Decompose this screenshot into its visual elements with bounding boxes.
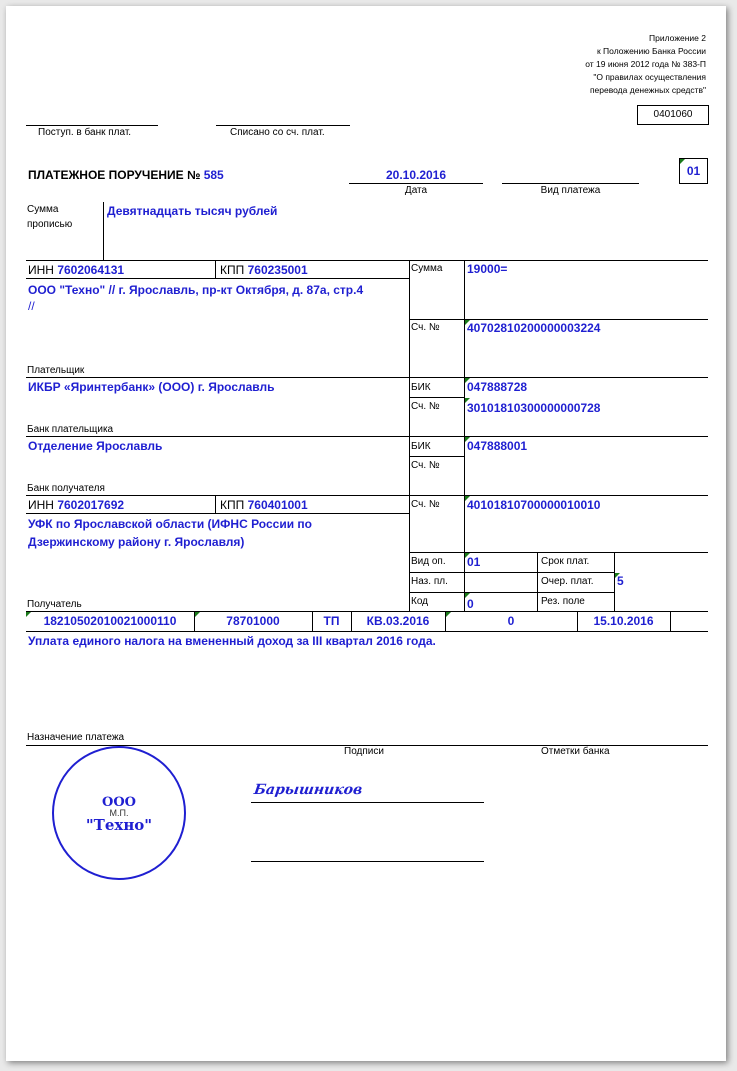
appendix-line: Приложение 2 xyxy=(649,33,706,43)
signature-line xyxy=(251,861,484,862)
divider xyxy=(26,436,708,437)
payer-inn: 7602064131 xyxy=(57,263,125,277)
divider xyxy=(409,572,614,573)
divider xyxy=(26,377,708,378)
divider xyxy=(26,513,409,514)
payer-inn-field xyxy=(28,263,124,277)
appendix-line: от 19 июня 2012 года № 383-П xyxy=(585,59,706,69)
payer-bank-label: Банк плательщика xyxy=(27,424,114,435)
recipient-inn: 7602017692 xyxy=(57,498,125,512)
form-code: 0401060 xyxy=(653,109,693,120)
divider xyxy=(26,260,708,261)
divider xyxy=(215,260,216,278)
payer-kpp: 760235001 xyxy=(247,263,308,277)
document-title xyxy=(28,168,224,182)
recipient-bank-acc-label: Сч. № xyxy=(411,460,440,471)
payer-name-2: // xyxy=(28,299,35,313)
stamp-line-2: "Техно" xyxy=(85,816,153,834)
payer-account-label: Сч. № xyxy=(411,322,440,333)
signature-line xyxy=(251,802,484,803)
received-label: Поступ. в банк плат. xyxy=(38,127,132,138)
vid-op-value: 01 xyxy=(467,555,481,569)
divider xyxy=(409,552,708,553)
vid-op-label: Вид оп. xyxy=(411,556,446,567)
divider xyxy=(537,552,538,611)
divider xyxy=(26,495,708,496)
recipient-name-2: Дзержинскому району г. Ярославля) xyxy=(28,535,245,549)
payment-purpose: Уплата единого налога на вмененный доход за III квартал 2016 года. xyxy=(28,634,436,648)
debited-label: Списано со сч. плат. xyxy=(230,127,325,138)
payment-type-line xyxy=(502,183,639,184)
payer-bik-label: БИК xyxy=(411,382,431,393)
recipient-kpp-label: КПП xyxy=(220,498,245,512)
sum-value: 19000= xyxy=(467,262,508,276)
divider xyxy=(26,611,708,612)
title-label: ПЛАТЕЖНОЕ ПОРУЧЕНИЕ № xyxy=(28,168,201,182)
divider xyxy=(670,611,671,631)
ocher-label: Очер. плат. xyxy=(541,576,594,587)
naz-pl-label: Наз. пл. xyxy=(411,576,448,587)
divider xyxy=(409,592,614,593)
payer-bank-acc-label: Сч. № xyxy=(411,401,440,412)
kod-value: 0 xyxy=(467,597,474,611)
divider xyxy=(409,319,708,320)
stamp-mp: М.П. xyxy=(109,808,129,818)
payment-type-label: Вид платежа xyxy=(540,185,601,196)
divider xyxy=(409,260,410,611)
recipient-label: Получатель xyxy=(27,599,82,610)
payer-kpp-label: КПП xyxy=(220,263,245,277)
recipient-bik: 047888001 xyxy=(467,439,528,453)
bank-marks-label: Отметки банка xyxy=(541,746,610,757)
recipient-acc-label: Сч. № xyxy=(411,499,440,510)
amount-words-label-1: Сумма xyxy=(27,204,59,215)
purpose-label: Назначение платежа xyxy=(27,732,125,743)
appendix-line: "О правилах осуществления xyxy=(593,72,706,82)
recipient-account: 40101810700000010010 xyxy=(467,498,601,512)
payer-name-1: ООО "Техно" // г. Ярославль, пр-кт Октября, д. 87а, стр.4 xyxy=(28,283,364,297)
divider xyxy=(409,456,464,457)
oktmo: 78701000 xyxy=(226,614,280,628)
company-stamp xyxy=(52,746,186,880)
kbk: 18210502010021000110 xyxy=(43,614,177,628)
status-box xyxy=(679,158,708,184)
payer-inn-label: ИНН xyxy=(28,263,54,277)
payment-basis: ТП xyxy=(323,614,340,628)
amount-words-label-2: прописью xyxy=(27,219,73,230)
srok-label: Срок плат. xyxy=(541,556,590,567)
recipient-name-1: УФК по Ярославской области (ИФНС России по xyxy=(28,517,312,531)
kod-label: Код xyxy=(411,596,429,607)
stamp-line-1: ООО xyxy=(102,795,136,810)
recipient-bank-label: Банк получателя xyxy=(27,483,105,494)
debited-line xyxy=(216,125,350,126)
divider xyxy=(409,397,464,398)
recipient-bank-name: Отделение Ярославль xyxy=(28,439,163,453)
payment-order-page xyxy=(6,6,726,1061)
divider xyxy=(215,495,216,513)
payer-bank-acc: 30101810300000000728 xyxy=(467,401,601,415)
signatures-label: Подписи xyxy=(344,746,384,757)
divider xyxy=(26,631,708,632)
appendix-note xyxy=(585,32,706,97)
recipient-bik-label: БИК xyxy=(411,441,431,452)
order-date: 20.10.2016 xyxy=(385,168,447,182)
received-line xyxy=(26,125,158,126)
status-code: 01 xyxy=(686,164,701,178)
signature: Барышников xyxy=(252,782,364,798)
recipient-kpp-field xyxy=(220,498,308,512)
sum-label: Сумма xyxy=(411,263,443,274)
payer-label: Плательщик xyxy=(27,365,85,376)
doc-number: 0 xyxy=(507,614,515,628)
appendix-line: к Положению Банка России xyxy=(596,46,706,56)
divider xyxy=(464,260,465,611)
payer-account: 40702810200000003224 xyxy=(467,321,601,335)
divider xyxy=(26,278,409,279)
form-code-box xyxy=(637,105,709,125)
date-line xyxy=(349,183,483,184)
payer-kpp-field xyxy=(220,263,308,277)
doc-date: 15.10.2016 xyxy=(593,614,654,628)
amount-words: Девятнадцать тысяч рублей xyxy=(107,204,278,218)
recipient-kpp: 760401001 xyxy=(247,498,308,512)
ocher-value: 5 xyxy=(617,574,624,588)
recipient-inn-label: ИНН xyxy=(28,498,54,512)
payer-bank-name: ИКБР «Яринтербанк» (ООО) г. Ярославль xyxy=(28,380,275,394)
rez-label: Рез. поле xyxy=(541,596,585,607)
tax-period: КВ.03.2016 xyxy=(366,614,430,628)
recipient-inn-field xyxy=(28,498,124,512)
date-label: Дата xyxy=(404,185,428,196)
order-number: 585 xyxy=(203,168,224,182)
appendix-line: перевода денежных средств" xyxy=(589,85,706,95)
divider xyxy=(103,202,104,260)
divider xyxy=(614,552,615,611)
payer-bik: 047888728 xyxy=(467,380,528,394)
